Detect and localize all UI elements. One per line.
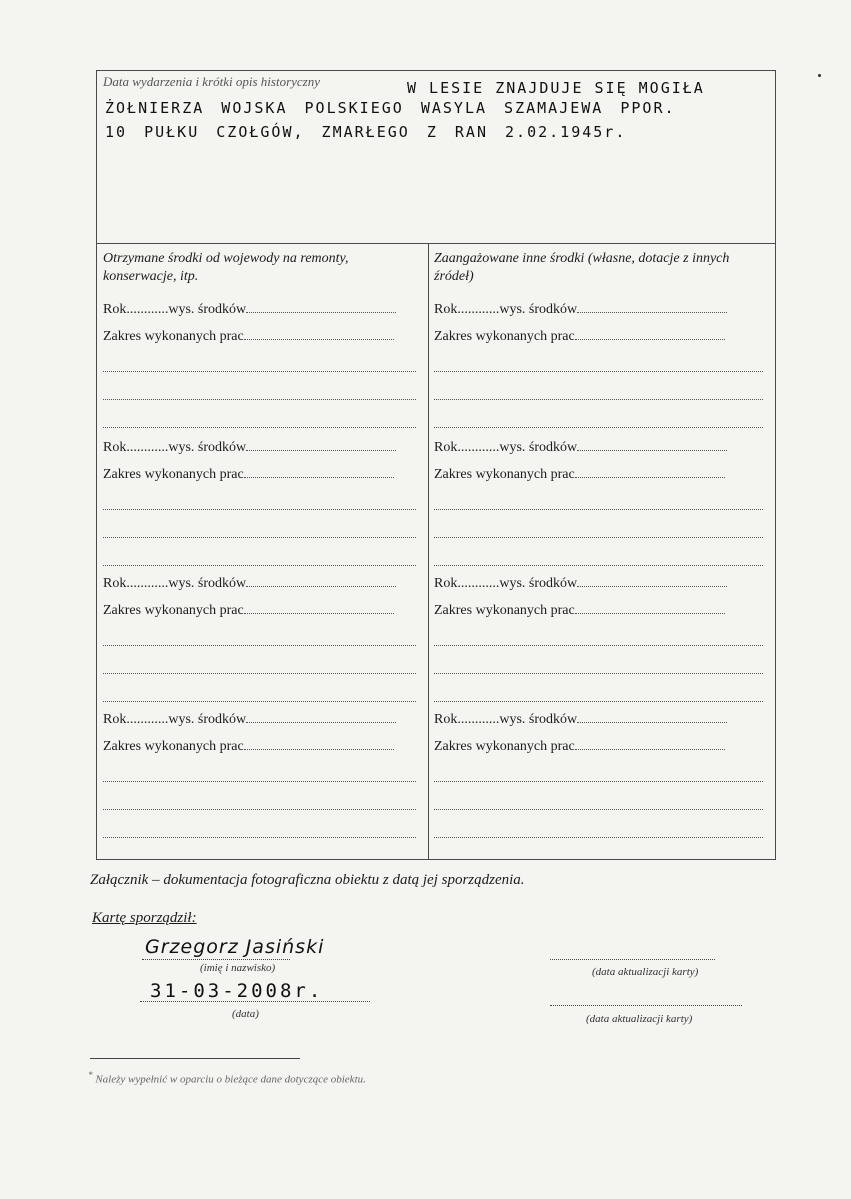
rok-label: Rok............wys. środków [434,576,578,591]
footnote-rule [90,1058,300,1059]
rok-amount-dots [577,302,727,313]
voivode-zakres-line-2 [103,467,416,483]
other-dotted-line [434,700,763,702]
funds-column-voivode [97,244,429,859]
rok-amount-dots [246,576,396,587]
voivode-dotted-line [103,398,416,400]
update-caption-1: (data aktualizacji karty) [592,966,699,978]
update-dotted-line-2 [550,1004,742,1006]
rok-amount-dots [246,302,396,313]
voivode-rok-line-1 [103,302,416,318]
voivode-rok-line-4 [103,712,416,728]
footnote-text: Należy wypełnić w oparciu o bieżące dane dotyczące obiektu. [95,1073,366,1086]
voivode-zakres-line-4 [103,739,416,755]
name-dotted-line [142,958,290,960]
zakres-label: Zakres wykonanych prac [103,329,244,344]
voivode-dotted-line [103,836,416,838]
history-box [96,70,776,244]
rok-amount-dots [246,440,396,451]
other-dotted-line [434,672,763,674]
voivode-dotted-line [103,370,416,372]
voivode-dotted-line [103,564,416,566]
zakres-dots [244,739,394,750]
other-rok-line-1 [434,302,763,318]
history-label: Data wydarzenia i krótki opis historyczny [103,74,321,89]
rok-amount-dots [246,712,396,723]
other-dotted-line [434,370,763,372]
preparation-date: 31-03-2008r. [150,980,324,1002]
other-zakres-line-4 [434,739,763,755]
zakres-dots [575,739,725,750]
voivode-zakres-line-1 [103,329,416,345]
zakres-label: Zakres wykonanych prac [103,603,244,618]
scan-speck [818,74,821,77]
other-dotted-line [434,780,763,782]
preparer-name: Grzegorz Jasiński [145,936,325,958]
zakres-label: Zakres wykonanych prac [103,739,244,754]
voivode-zakres-line-3 [103,603,416,619]
voivode-dotted-line [103,808,416,810]
prepared-by-label: Kartę sporządził: [92,910,197,926]
attachment-note: Załącznik – dokumentacja fotograficzna obiektu z datą jej sporządzenia. [90,872,525,888]
voivode-rok-line-2 [103,440,416,456]
voivode-dotted-line [103,644,416,646]
voivode-dotted-line [103,508,416,510]
rok-amount-dots [577,440,727,451]
rok-label: Rok............wys. środków [103,440,247,455]
other-dotted-line [434,564,763,566]
rok-label: Rok............wys. środków [103,576,247,591]
update-caption-2: (data aktualizacji karty) [586,1013,693,1025]
other-zakres-line-2 [434,467,763,483]
history-handwriting-line-1: W LESIE ZNAJDUJE SIĘ MOGIŁA [407,79,705,97]
name-caption: (imię i nazwisko) [200,962,276,974]
other-rok-line-4 [434,712,763,728]
other-zakres-line-3 [434,603,763,619]
voivode-dotted-line [103,700,416,702]
voivode-dotted-line [103,672,416,674]
zakres-dots [575,603,725,614]
other-dotted-line [434,836,763,838]
history-handwriting-line-2: ŻOŁNIERZA WOJSKA POLSKIEGO WASYLA SZAMAJEWA PPOR. [105,99,676,117]
other-dotted-line [434,808,763,810]
rok-label: Rok............wys. środków [103,302,247,317]
other-dotted-line [434,398,763,400]
zakres-label: Zakres wykonanych prac [434,467,575,482]
voivode-dotted-line [103,426,416,428]
column-header-voivode: Otrzymane środki od wojewody na remonty, konserwacje, itp. [103,251,349,284]
funds-column-other [428,244,775,859]
rok-amount-dots [577,712,727,723]
footnote-mark: * [88,1070,93,1080]
voivode-rok-line-3 [103,576,416,592]
other-dotted-line [434,644,763,646]
column-header-other: Zaangażowane inne środki (własne, dotacje z innych źródeł) [434,251,730,284]
other-dotted-line [434,536,763,538]
zakres-dots [244,467,394,478]
rok-label: Rok............wys. środków [434,712,578,727]
other-dotted-line [434,426,763,428]
footnote [88,1070,366,1086]
update-dotted-line-1 [550,958,715,960]
rok-label: Rok............wys. środków [434,440,578,455]
zakres-dots [244,329,394,340]
rok-label: Rok............wys. środków [434,302,578,317]
date-dotted-line [140,1000,370,1002]
zakres-label: Zakres wykonanych prac [434,329,575,344]
zakres-label: Zakres wykonanych prac [434,739,575,754]
voivode-dotted-line [103,536,416,538]
rok-amount-dots [577,576,727,587]
other-rok-line-2 [434,440,763,456]
zakres-dots [575,329,725,340]
funds-table [96,244,776,860]
other-rok-line-3 [434,576,763,592]
voivode-dotted-line [103,780,416,782]
zakres-label: Zakres wykonanych prac [434,603,575,618]
zakres-dots [244,603,394,614]
zakres-label: Zakres wykonanych prac [103,467,244,482]
date-caption: (data) [232,1008,259,1020]
other-dotted-line [434,508,763,510]
zakres-dots [575,467,725,478]
history-handwriting-line-3: 10 PUŁKU CZOŁGÓW, ZMARŁEGO Z RAN 2.02.1945r. [105,123,627,141]
other-zakres-line-1 [434,329,763,345]
rok-label: Rok............wys. środków [103,712,247,727]
